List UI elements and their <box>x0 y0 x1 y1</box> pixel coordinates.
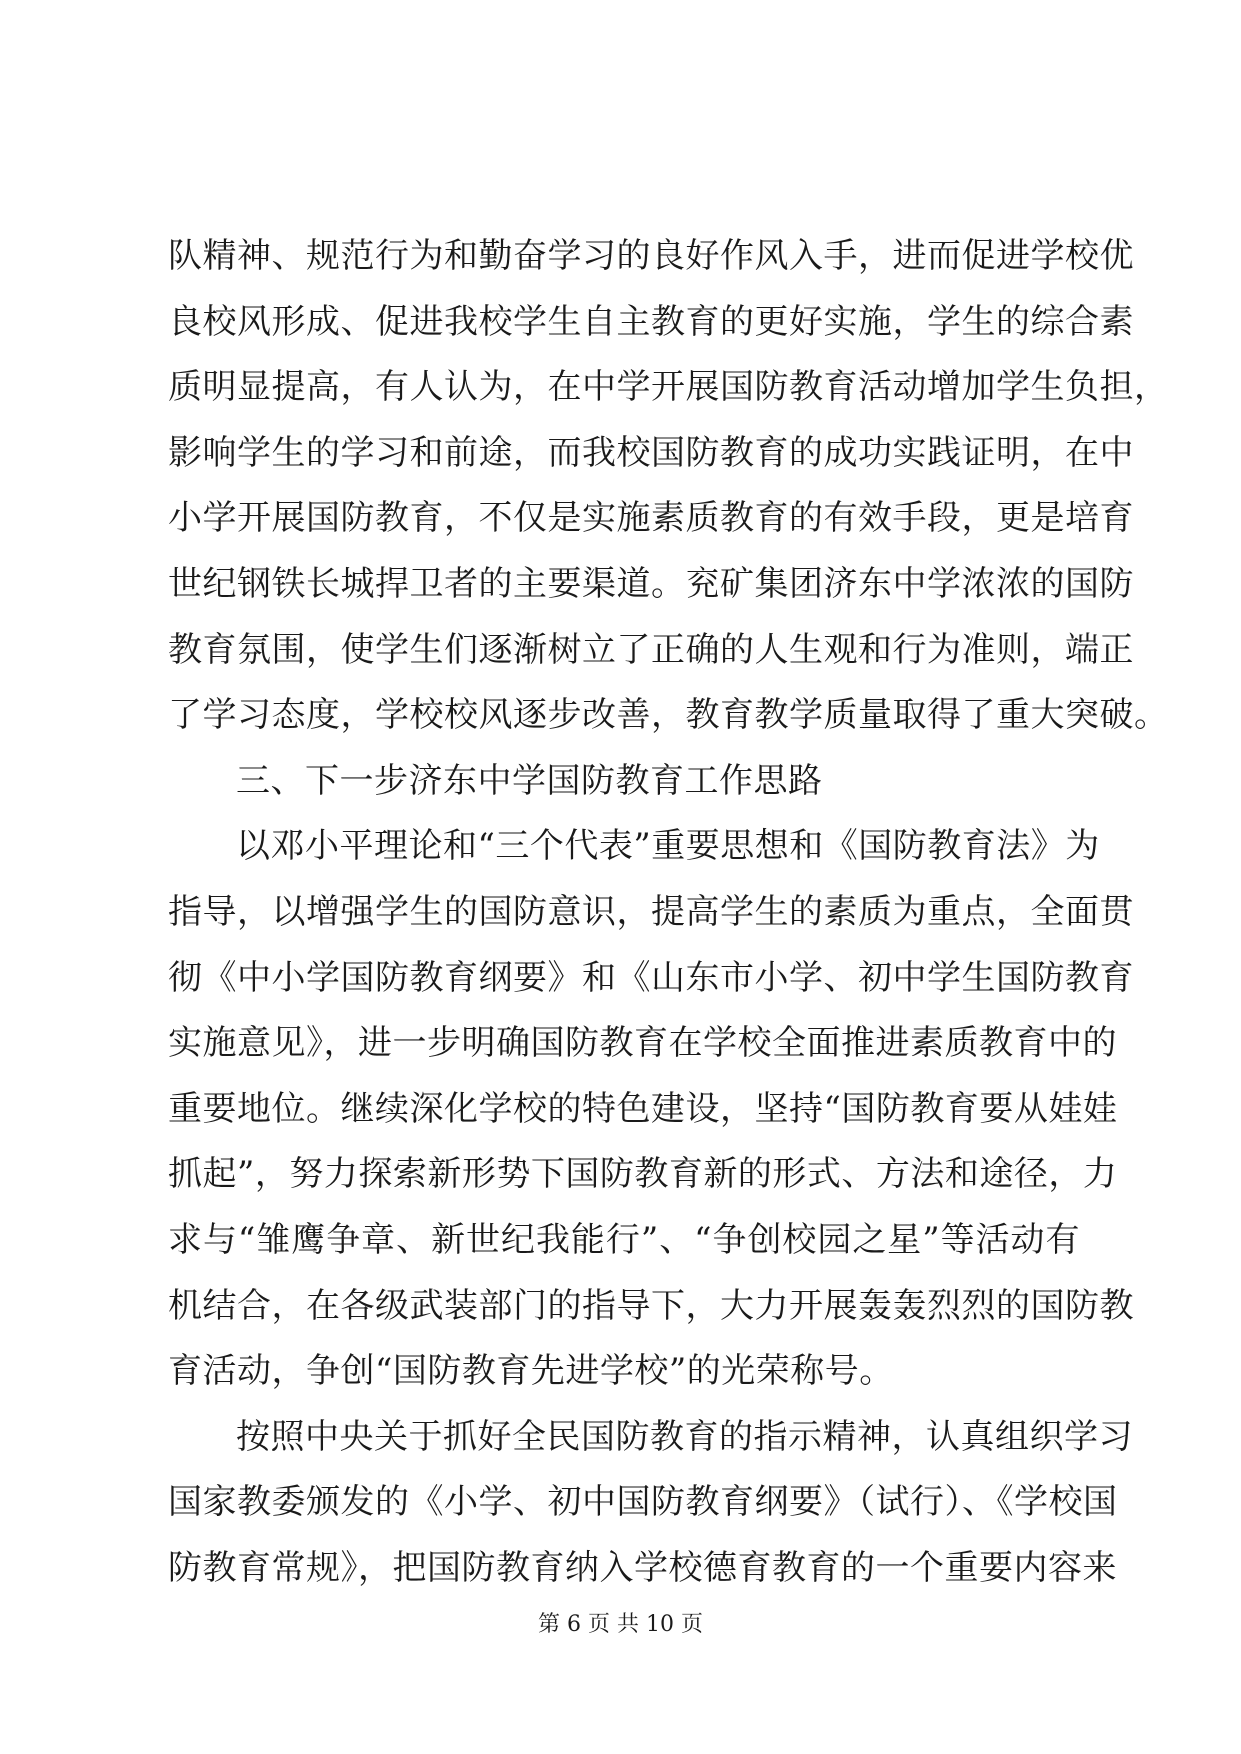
text-line: 指导，以增强学生的国防意识，提高学生的素质为重点，全面贯 <box>168 891 1134 932</box>
text-line: 重要地位。继续深化学校的特色建设，坚持“国防教育要从娃娃 <box>168 1088 1118 1129</box>
text-line: 实施意见》，进一步明确国防教育在学校全面推进素质教育中的 <box>168 1023 1117 1064</box>
heading-line: 三、下一步济东中学国防教育工作思路 <box>236 760 823 801</box>
text-line: 机结合，在各级武装部门的指导下，大力开展轰轰烈烈的国防教 <box>168 1285 1134 1326</box>
page-footer: 第 6 页 共 10 页 <box>538 1612 703 1637</box>
text-line: 了学习态度，学校校风逐步改善，教育教学质量取得了重大突破。 <box>168 695 1169 736</box>
text-line: 国家教委颁发的《小学、初中国防教育纲要》（试行）、《学校国 <box>168 1482 1118 1523</box>
text-line: 良校风形成、促进我校学生自主教育的更好实施，学生的综合素 <box>168 301 1134 342</box>
text-line: 求与“雏鹰争章、新世纪我能行”、“争创校园之星”等活动有 <box>168 1219 1080 1260</box>
text-line: 按照中央关于抓好全民国防教育的指示精神，认真组织学习 <box>236 1416 1133 1457</box>
text-line: 彻《中小学国防教育纲要》和《山东市小学、初中学生国防教育 <box>168 957 1134 998</box>
body-text <box>168 224 1169 1601</box>
text-line: 教育氛围，使学生们逐渐树立了正确的人生观和行为准则，端正 <box>168 629 1134 670</box>
text-line: 质明显提高，有人认为，在中学开展国防教育活动增加学生负担， <box>168 367 1169 408</box>
text-line: 以邓小平理论和“三个代表”重要思想和《国防教育法》为 <box>236 826 1100 867</box>
text-line: 世纪钢铁长城捍卫者的主要渠道。兖矿集团济东中学浓浓的国防 <box>168 563 1134 604</box>
text-line: 小学开展国防教育，不仅是实施素质教育的有效手段，更是培育 <box>168 498 1134 539</box>
text-line: 育活动，争创“国防教育先进学校”的光荣称号。 <box>168 1351 894 1392</box>
paragraph <box>168 814 1134 1404</box>
paragraph <box>168 1405 1133 1602</box>
text-line: 抓起”，努力探索新形势下国防教育新的形式、方法和途径，力 <box>168 1154 1118 1195</box>
paragraph <box>168 224 1169 749</box>
text-line: 防教育常规》，把国防教育纳入学校德育教育的一个重要内容来 <box>168 1547 1117 1588</box>
section-heading <box>168 749 1080 815</box>
text-line: 队精神、规范行为和勤奋学习的良好作风入手，进而促进学校优 <box>168 236 1134 276</box>
text-line: 影响学生的学习和前途，而我校国防教育的成功实践证明，在中 <box>168 432 1134 473</box>
